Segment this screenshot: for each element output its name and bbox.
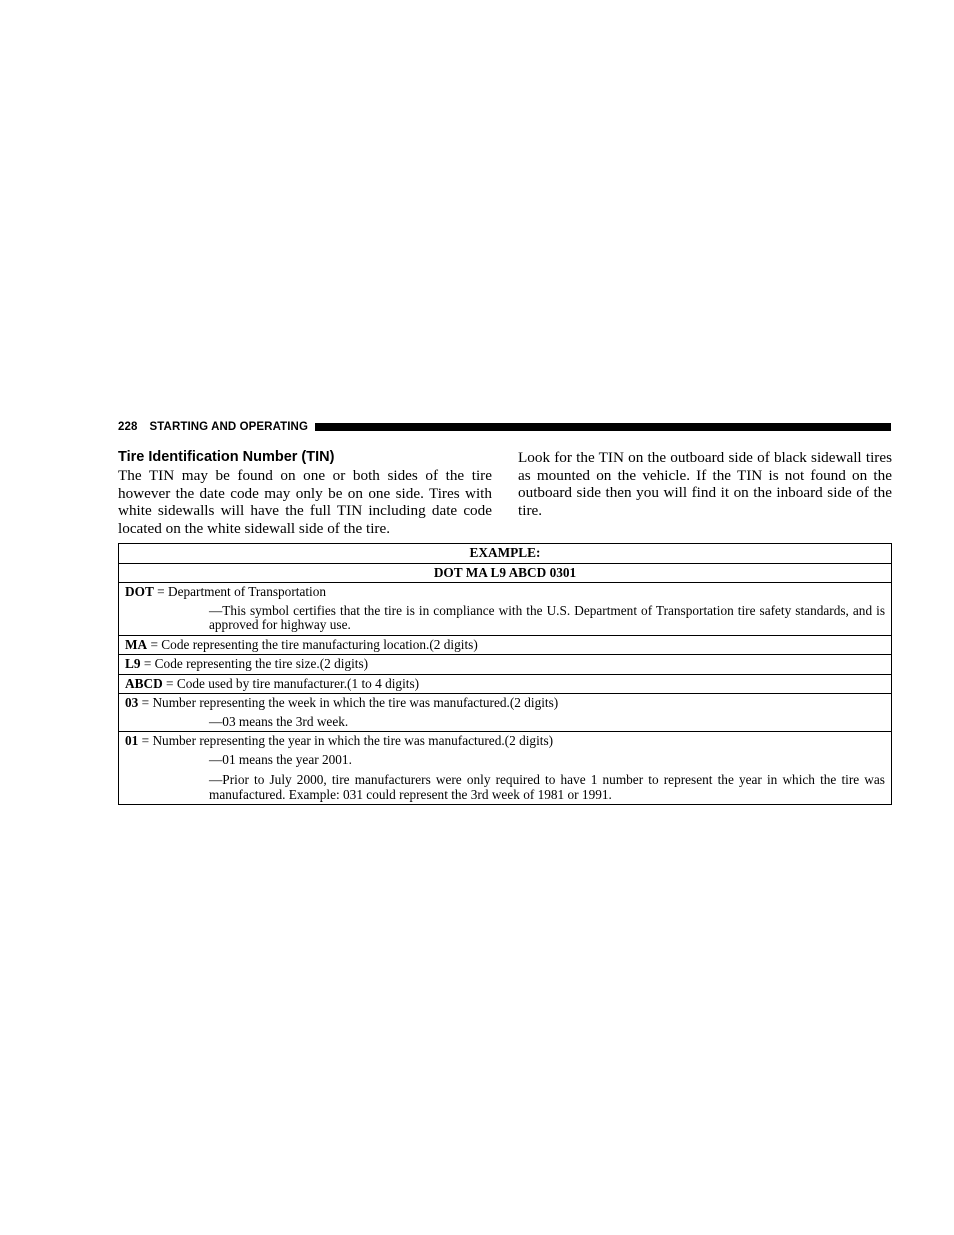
right-column xyxy=(518,449,892,519)
code-term: MA xyxy=(125,636,148,652)
left-column xyxy=(118,449,492,537)
row-note: —03 means the 3rd week. xyxy=(209,713,349,729)
row-note: —Prior to July 2000, tire manufacturers were only required to have 1 number to represent the year in which the tire was manufactured. Example: 031 could represent the 3rd week of 1981 or 1991. xyxy=(209,772,885,802)
code-description: = Department of Transportation xyxy=(153,584,327,599)
code-description: = Number representing the week in which the tire was manufactured.(2 digits) xyxy=(138,695,559,710)
table-row-dot xyxy=(119,583,892,636)
table-cell xyxy=(119,635,892,655)
code-term: 01 xyxy=(125,733,139,748)
example-code: DOT MA L9 ABCD 0301 xyxy=(119,563,892,583)
table-row-l9 xyxy=(119,655,892,675)
code-description: = Code used by tire manufacturer.(1 to 4 digits) xyxy=(162,675,420,691)
tin-location-paragraph: Look for the TIN on the outboard side of black sidewall tires as mounted on the vehicle. If the TIN is not found on the outboard side then you will find it on the inboard side of the tire. xyxy=(518,449,892,519)
table-title-row xyxy=(119,544,892,564)
table-cell xyxy=(119,583,892,636)
tin-intro-paragraph: The TIN may be found on one or both sides of the tire however the date code may only be on one side. Tires with white sidewalls will have the full TIN including date code located on the white sidewall side of the tire. xyxy=(118,467,492,537)
code-description: = Code representing the tire manufacturing location.(2 digits) xyxy=(147,636,478,652)
page-number: 228 xyxy=(118,421,138,433)
code-term: DOT xyxy=(125,584,154,599)
row-line xyxy=(125,734,885,749)
code-description: = Number representing the year in which the tire was manufactured.(2 digits) xyxy=(138,733,554,748)
row-line xyxy=(125,585,885,600)
row-note: —01 means the year 2001. xyxy=(209,751,352,767)
tin-heading: Tire Identification Number (TIN) xyxy=(118,449,335,465)
section-title: STARTING AND OPERATING xyxy=(149,421,309,433)
table-row-year xyxy=(119,732,892,805)
table-row-week xyxy=(119,694,892,732)
table-title: EXAMPLE: xyxy=(119,544,892,564)
code-term: L9 xyxy=(125,656,141,671)
code-term: 03 xyxy=(125,695,139,710)
table-row-ma xyxy=(119,635,892,655)
table-cell xyxy=(119,655,892,675)
header-rule xyxy=(315,423,891,431)
example-code-row xyxy=(119,563,892,583)
code-term: ABCD xyxy=(125,675,163,691)
table-row-abcd xyxy=(119,674,892,694)
table-cell xyxy=(119,694,892,732)
table-cell xyxy=(119,674,892,694)
code-description: = Code representing the tire size.(2 digits) xyxy=(140,656,369,671)
row-line xyxy=(125,696,885,711)
row-note: —This symbol certifies that the tire is in compliance with the U.S. Department of Transportation tire safety standards, and is approved for highway use. xyxy=(209,602,885,632)
table-cell xyxy=(119,732,892,805)
page-header xyxy=(118,420,891,434)
tin-example-table xyxy=(118,543,892,805)
